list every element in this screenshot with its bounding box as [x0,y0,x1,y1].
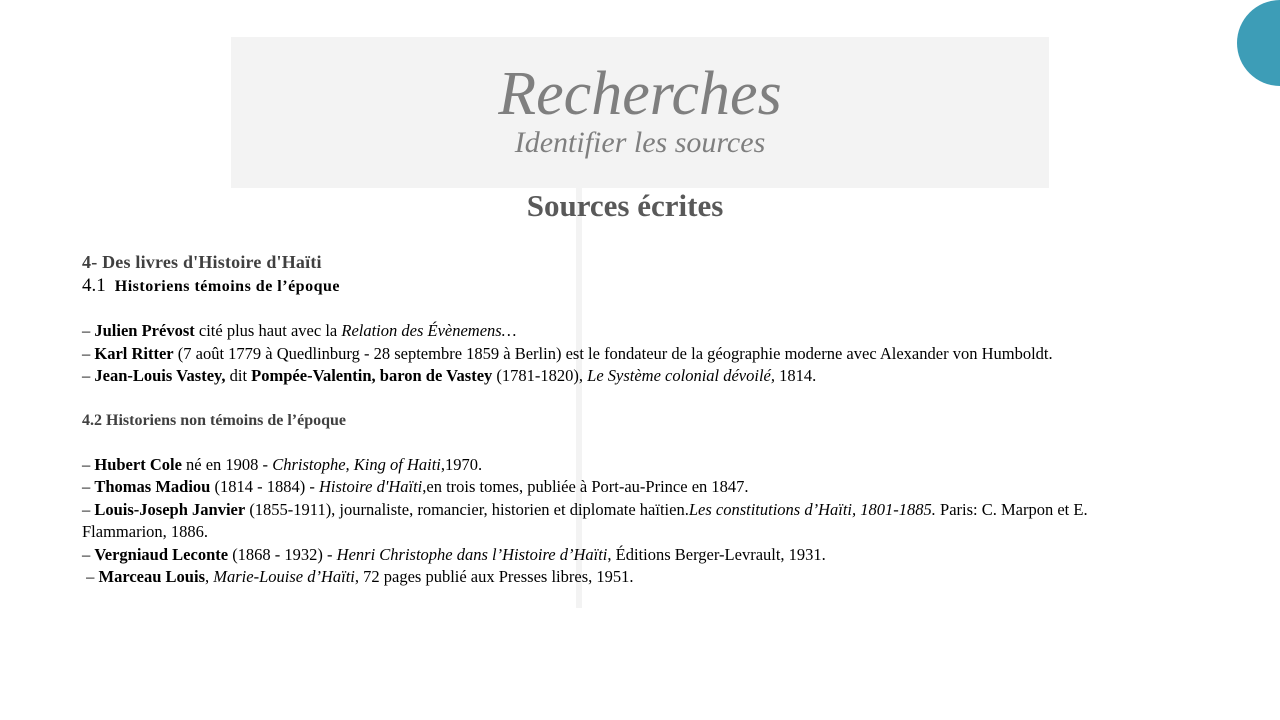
slide-content [82,250,1152,589]
heading-4-2: 4.2 Historiens non témoins de l’époque [82,411,347,429]
section-title: Sources écrites [526,188,724,223]
list-item: – Thomas Madiou (1814 - 1884) - Histoire d'Haïti,en trois tomes, publiée à Port-au-Prince en 1847. [82,477,749,496]
list-item: – Karl Ritter (7 août 1779 à Quedlinburg - 28 septembre 1859 à Berlin) est le fondateur de la géographie moderne avec Alexander von Humboldt. [82,343,1053,363]
list-item: – Vergniaud Leconte (1868 - 1932) - Henri Christophe dans l’Histoire d’Haïti, Éditions Berger-Levrault, 1931. [82,544,826,564]
list-item: – Marceau Louis, Marie-Louise d’Haïti, 72 pages publié aux Presses libres, 1951. [82,567,634,586]
list-item: – Louis-Joseph Janvier (1855-1911), journaliste, romancier, historien et diplomate haïtien.Les constitutions d’Haïti, 1801-1885. Paris: C. Marpon et E. Flammarion, 1886. [82,499,1088,541]
heading-4-1-text: Historiens témoins de l’époque [114,278,340,295]
list-item: – Jean-Louis Vastey, dit Pompée-Valentin, baron de Vastey (1781-1820), Le Système colonial dévoilé, 1814. [82,366,817,385]
heading-4-1-number: 4.1 [82,275,106,296]
list-item: – Julien Prévost cité plus haut avec la Relation des Évènemens… [82,321,517,340]
list-item: – Hubert Cole né en 1908 - Christophe, King of Haiti,1970. [82,454,483,474]
slide-subtitle: Identifier les sources [514,126,766,159]
slide-title: Recherches [498,60,782,128]
title-banner [231,37,1049,188]
heading-4-1 [82,275,1152,298]
corner-decoration [1237,0,1280,86]
heading-4: 4- Des livres d'Histoire d'Haïti [82,252,322,272]
